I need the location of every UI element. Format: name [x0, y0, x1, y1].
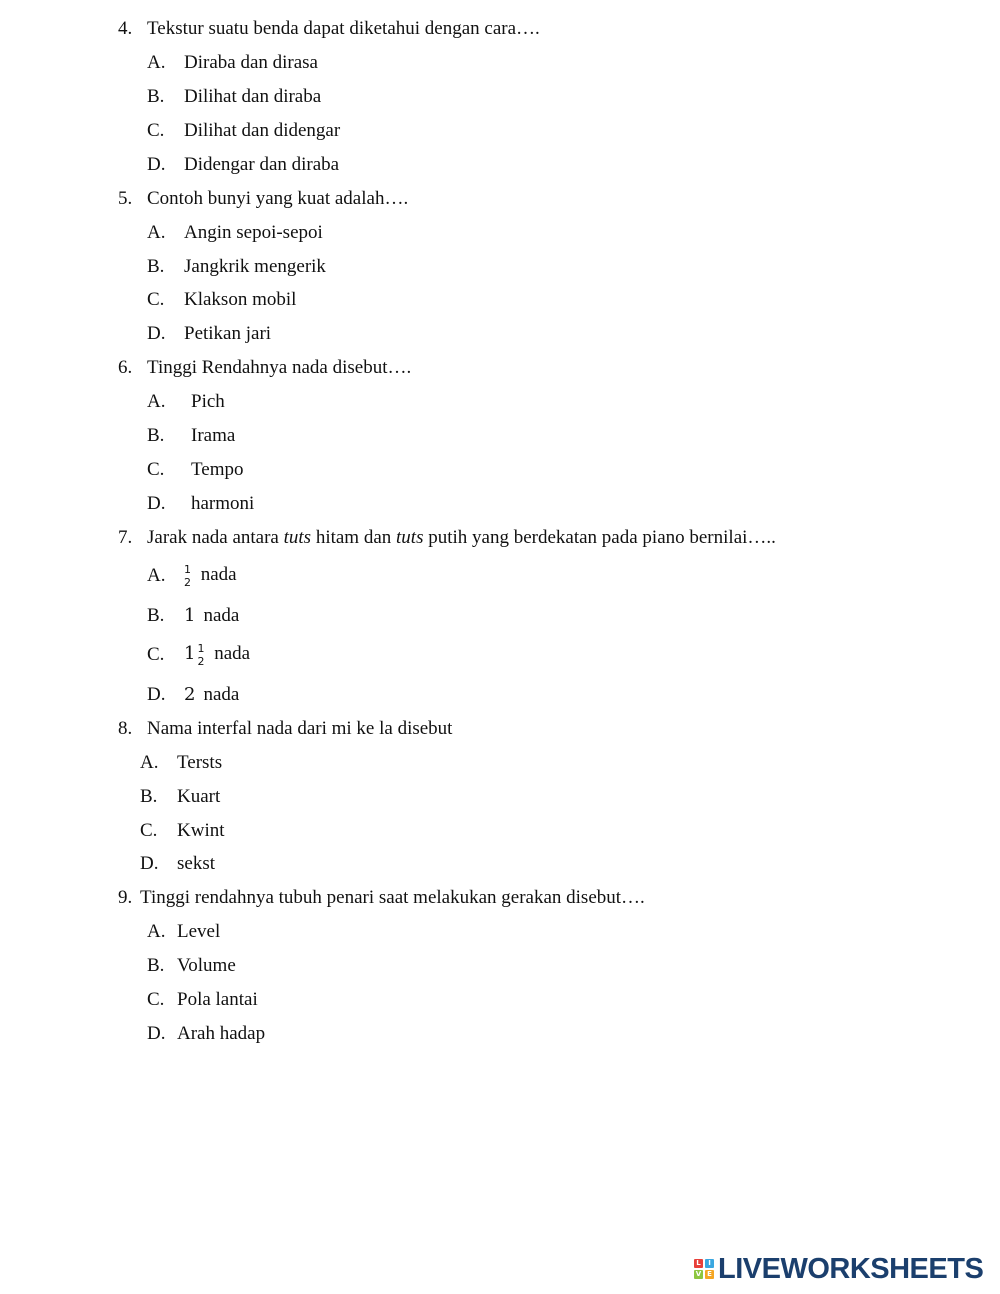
question-5-number: 5.: [118, 188, 133, 209]
q4-option-c-text: Dilihat dan didengar: [184, 120, 341, 141]
q5-option-c-letter: C.: [147, 289, 165, 310]
question-7-text: Jarak nada antara tuts hitam dan tuts putih yang berdekatan pada piano bernilai…..: [147, 527, 776, 548]
q9-option-a-letter: A.: [147, 921, 166, 942]
q6-option-d-letter: D.: [147, 493, 166, 514]
question-6-text: Tinggi Rendahnya nada disebut….: [147, 357, 412, 378]
question-4-number: 4.: [118, 18, 133, 39]
q9-option-a-text: Level: [177, 921, 221, 942]
q8-option-b-letter: B.: [140, 786, 158, 807]
fraction: 1 2: [197, 641, 205, 668]
q8-option-b-text: Kuart: [177, 786, 221, 807]
q5-option-c-text: Klakson mobil: [184, 289, 297, 310]
logo-mark-l: L: [694, 1259, 703, 1268]
q6-option-d-text: harmoni: [191, 493, 255, 514]
q9-option-d-letter: D.: [147, 1023, 166, 1044]
q4-option-d-letter: D.: [147, 154, 166, 175]
q6-option-a-letter: A.: [147, 391, 166, 412]
q5-option-a-text: Angin sepoi-sepoi: [184, 222, 323, 243]
question-8-text: Nama interfal nada dari mi ke la disebut: [147, 718, 453, 739]
q9-option-d-text: Arah hadap: [177, 1023, 266, 1044]
q9-option-b-text: Volume: [177, 955, 236, 976]
q4-option-a-letter: A.: [147, 52, 166, 73]
q4-option-b-text: Dilihat dan diraba: [184, 86, 322, 107]
q4-option-d-text: Didengar dan diraba: [184, 154, 340, 175]
q6-option-a-text: Pich: [191, 391, 225, 412]
q8-option-d-text: sekst: [177, 853, 215, 874]
q9-option-b-letter: B.: [147, 955, 165, 976]
q8-option-d-letter: D.: [140, 853, 159, 874]
question-6-number: 6.: [118, 357, 133, 378]
logo-text: LIVEWORKSHEETS: [718, 1252, 984, 1285]
q9-option-c-letter: C.: [147, 989, 165, 1010]
q8-option-a-letter: A.: [140, 752, 159, 773]
q5-option-d-letter: D.: [147, 323, 166, 344]
q6-option-c-letter: C.: [147, 459, 165, 480]
logo-mark-i: I: [705, 1259, 714, 1268]
q5-option-b-letter: B.: [147, 256, 165, 277]
q7-option-a-value: 1 2 nada: [184, 562, 237, 589]
q9-option-c-text: Pola lantai: [177, 989, 258, 1010]
q7-option-d-value: 2 nada: [184, 684, 240, 705]
question-5-text: Contoh bunyi yang kuat adalah….: [147, 188, 409, 209]
question-9-text: Tinggi rendahnya tubuh penari saat melakukan gerakan disebut….: [140, 887, 645, 908]
liveworksheets-logo: [694, 1254, 983, 1284]
q6-option-b-letter: B.: [147, 425, 165, 446]
q6-option-c-text: Tempo: [191, 459, 244, 480]
q4-option-a-text: Diraba dan dirasa: [184, 52, 318, 73]
q8-option-c-text: Kwint: [177, 820, 225, 841]
logo-mark-v: V: [695, 1270, 702, 1278]
q4-option-b-letter: B.: [147, 86, 165, 107]
q5-option-d-text: Petikan jari: [184, 323, 272, 344]
q5-option-a-letter: A.: [147, 222, 166, 243]
q6-option-b-text: Irama: [191, 425, 236, 446]
q7-option-d-letter: D.: [147, 684, 166, 705]
q5-option-b-text: Jangkrik mengerik: [184, 256, 326, 277]
question-7-number: 7.: [118, 527, 133, 548]
fraction: 1 2: [184, 562, 191, 589]
q4-option-c-letter: C.: [147, 120, 165, 141]
q8-option-c-letter: C.: [140, 820, 158, 841]
q7-option-c-letter: C.: [147, 644, 165, 665]
q7-option-b-value: 1 nada: [184, 605, 240, 626]
logo-mark-e: E: [705, 1270, 714, 1279]
question-9-number: 9.: [118, 887, 133, 908]
q7-option-b-letter: B.: [147, 605, 165, 626]
q7-option-a-letter: A.: [147, 565, 166, 586]
q8-option-a-text: Tersts: [177, 752, 223, 773]
q7-option-c-value: 1 1 2 nada: [184, 641, 251, 668]
logo-mark-icon: [694, 1259, 714, 1279]
question-8-number: 8.: [118, 718, 133, 739]
question-4-text: Tekstur suatu benda dapat diketahui dengan cara….: [147, 18, 540, 39]
